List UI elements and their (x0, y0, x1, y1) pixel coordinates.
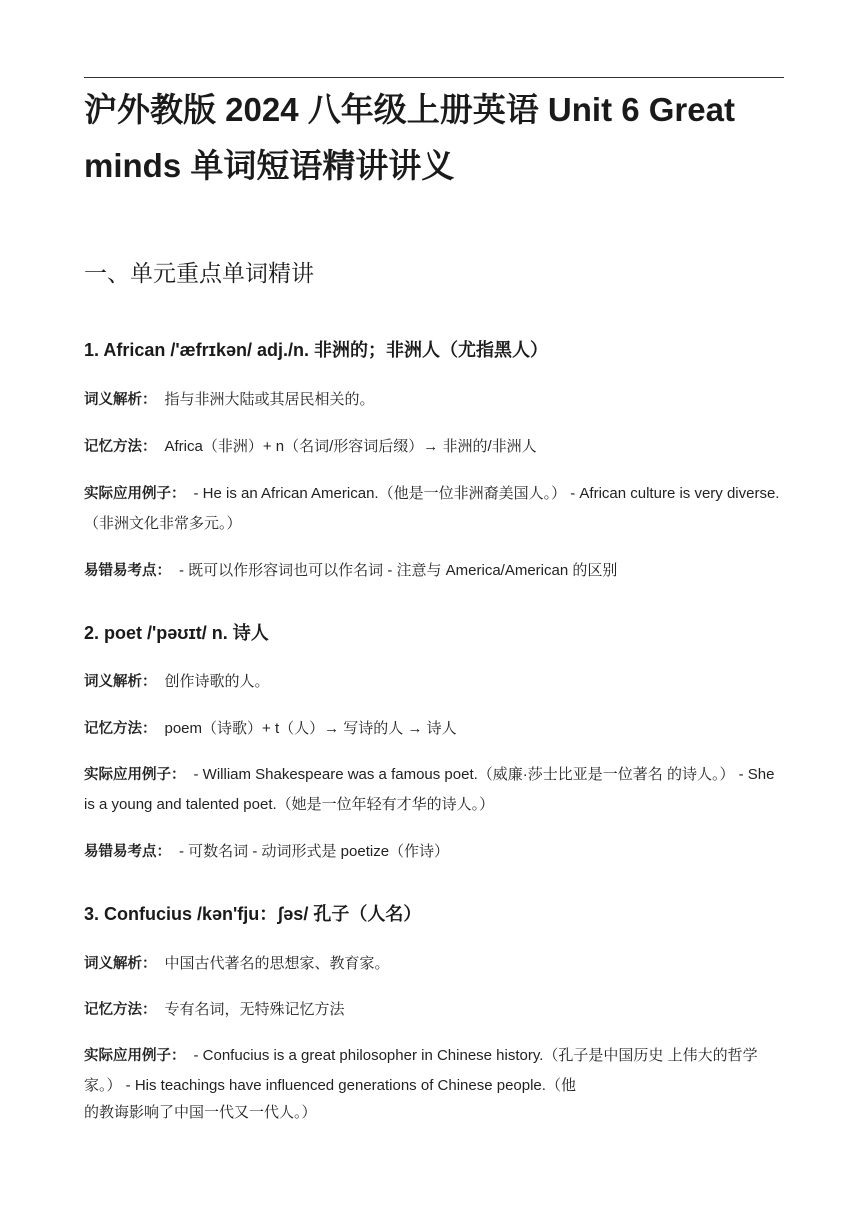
meaning-label: 词义解析： (84, 956, 157, 972)
memory-text: poem（诗歌）+ t（人）→ 写诗的人 → 诗人 (164, 720, 457, 737)
meaning-text: 中国古代著名的思想家、教育家。 (164, 955, 390, 972)
examples-paragraph (84, 479, 784, 538)
meaning-text: 创作诗歌的人。 (164, 673, 270, 690)
meaning-paragraph (84, 385, 784, 415)
pitfalls-paragraph (84, 556, 784, 586)
examples-label: 实际应用例子： (84, 486, 186, 502)
examples-continuation: 的教诲影响了中国一代又一代人。） (84, 1104, 317, 1121)
examples-text: - William Shakespeare was a famous poet.（威廉·莎士比亚是一位著名 的诗人。） - She is a young and talented poet.（她是一位年轻有才华的诗人。） (84, 766, 775, 813)
memory-label: 记忆方法： (84, 1002, 157, 1018)
memory-paragraph (84, 714, 784, 744)
memory-label: 记忆方法： (84, 439, 157, 455)
memory-text: 专有名词，无特殊记忆方法 (164, 1001, 345, 1018)
meaning-paragraph (84, 667, 784, 697)
word-heading-african: 1. African /'æfrɪkən/ adj./n. 非洲的；非洲人（尤指黑人） (84, 340, 548, 360)
meaning-text: 指与非洲大陆或其居民相关的。 (164, 391, 375, 408)
pitfalls-label: 易错易考点： (84, 844, 171, 860)
examples-text: - He is an African American.（他是一位非洲裔美国人。） - African culture is very diverse.（非洲文化非常多元。） (84, 485, 780, 532)
examples-label: 实际应用例子： (84, 767, 186, 783)
memory-paragraph (84, 995, 784, 1025)
pitfalls-text: - 可数名词 - 动词形式是 poetize（作诗） (179, 843, 450, 860)
examples-paragraph (84, 760, 784, 819)
examples-paragraph (84, 1041, 784, 1100)
word-heading-confucius: 3. Confucius /kən'fju：ʃəs/ 孔子（人名） (84, 904, 422, 924)
examples-text: - Confucius is a great philosopher in Chinese history.（孔子是中国历史 上伟大的哲学家。） - His teachings have influenced generations of Chinese people.（他 (84, 1047, 758, 1094)
memory-label: 记忆方法： (84, 721, 157, 737)
meaning-paragraph (84, 949, 784, 979)
pitfalls-label: 易错易考点： (84, 563, 171, 579)
section-heading: 一、单元重点单词精讲 (84, 260, 314, 286)
meaning-label: 词义解析： (84, 674, 157, 690)
pitfalls-paragraph (84, 837, 784, 867)
header-rule (84, 77, 784, 78)
document-title: 沪外教版 2024 八年级上册英语 Unit 6 Great minds 单词短语精讲讲义 (84, 91, 735, 184)
memory-text: Africa（非洲）+ n（名词/形容词后缀）→ 非洲的/非洲人 (164, 438, 537, 455)
memory-paragraph (84, 432, 784, 462)
word-heading-poet: 2. poet /'pəʊɪt/ n. 诗人 (84, 623, 269, 643)
meaning-label: 词义解析： (84, 392, 157, 408)
examples-label: 实际应用例子： (84, 1048, 186, 1064)
pitfalls-text: - 既可以作形容词也可以作名词 - 注意与 America/American 的区别 (179, 562, 618, 579)
